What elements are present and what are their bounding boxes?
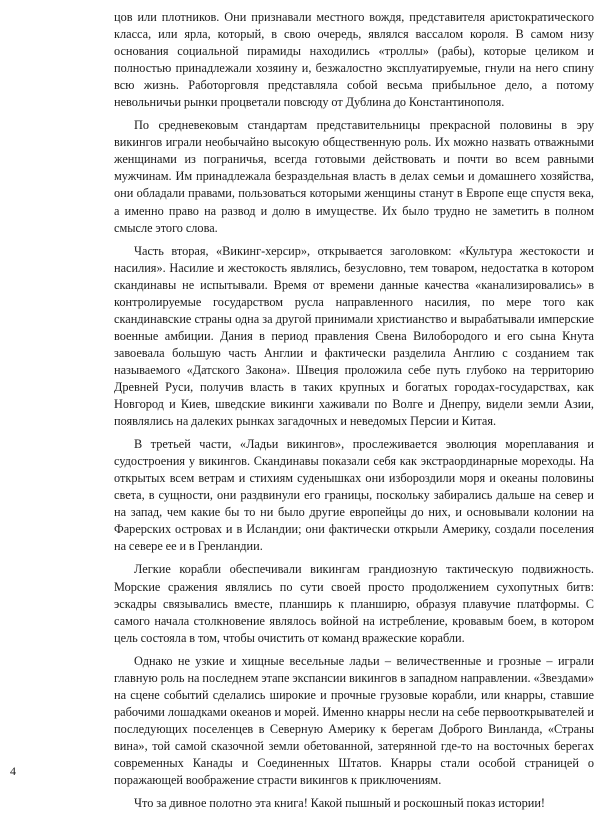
paragraph: В третьей части, «Ладьи викингов», прослеживается эволюция мореплавания и судостроения у викингов. Скандинавы показали себя как экстраординарные мореходы. На открытых всем ветрам и стихиям суденышках они избороздили моря и океаны половины света, в сущности, они раздвинули его границы, поскольку забирались дальше на север и на запад, чем какие бы то ни было другие европейцы до них, и основывали колонии на Фарерских островах и в Исландии; они фактически открыли Америку, создали поселения на севере ее и в Гренландии. [114, 437, 594, 554]
paragraph: Легкие корабли обеспечивали викингам грандиозную тактическую подвижность. Морские сражения являлись по сути своей просто продолжением сухопутных битв: эскадры связывались вместе, планширь к планширю, образуя плавучие платформы. С самого начала столкновение являлось войной на истребление, кровавым боем, в котором цель состояла в том, чтобы очистить от команд вражеские корабли. [114, 562, 594, 645]
page-number: 4 [10, 764, 16, 778]
paragraph: По средневековым стандартам представительницы прекрасной половины в эру викингов играли необычайно высокую общественную роль. Их можно назвать отважными женщинами из пограничья, всегда готовыми действовать и почти во всем равными мужчинам. Им принадлежала безраздельная власть в делах семьи и домашнего хозяйства, они обладали правами, пользоваться которыми женщины станут в Европе еще спустя века, а именно право на развод и долю в имуществе. Их было трудно не заметить в полном смысле этого слова. [114, 118, 594, 235]
paragraph: Однако не узкие и хищные весельные ладьи – величественные и грозные – играли главную роль на последнем этапе экспансии викингов в западном направлении. «Звездами» на сцене событий сделались широкие и прочные грузовые корабли, или кнарры, ставшие рабочими лошадками океанов и морей. Именно кнарры несли на себе первооткрывателей и последующих поселенцев в Северную Америку к берегам Доброго Винланда, «Страны вина», той самой сказочной земли обетованной, затерянной где-то на восточных берегах современных Канады и Соединенных Штатов. Кнарры стали особой страницей о поражающей воображение страсти викингов к приключениям. [114, 653, 594, 788]
paragraph: Что за дивное полотно эта книга! Какой пышный и роскошный показ истории! [134, 796, 546, 811]
paragraph: цов или плотников. Они признавали местного вождя, представителя аристократического класса, или ярла, который, в свою очередь, являлся вассалом короля. В самом низу основания социальной пирамиды находились «троллы» (рабы), которые целиком и полностью принадлежали хозяину и, безжалостно эксплуатируемые, гнули на него спину всю жизнь. Работорговля представляла собой весьма прибыльное дело, а потому невольничьи рынки процветали повсюду от Дублина до Константинополя. [114, 10, 594, 110]
page-body-text [114, 9, 594, 818]
paragraph: Часть вторая, «Викинг-херсир», открывается заголовком: «Культура жестокости и насилия». Насилие и жестокость являлись, безусловно, тем товаром, недостатка в котором скандинавы не испытывали. Время от времени данные качества «канализировались» в контролируемые государством русла направленного насилия, по мере того как скандинавские страны одна за другой принимали христианство и вырабатывали имперские военные амбиции. Дания в период правления Свена Вилобородого и его сына Кнута завоевала большую часть Англии и фактически разделила Англию с созданием так называемого «Датского Закона». Швеция проложила себе путь глубоко на территорию Древней Руси, получив власть в таких крупных и богатых городах-государствах, как Новгород и Киев, шведские викинги хаживали по Волге и Днепру, видели земли Азии, появлялись на далеких рынках загадочных и неведомых Персии и Китая. [114, 243, 594, 429]
